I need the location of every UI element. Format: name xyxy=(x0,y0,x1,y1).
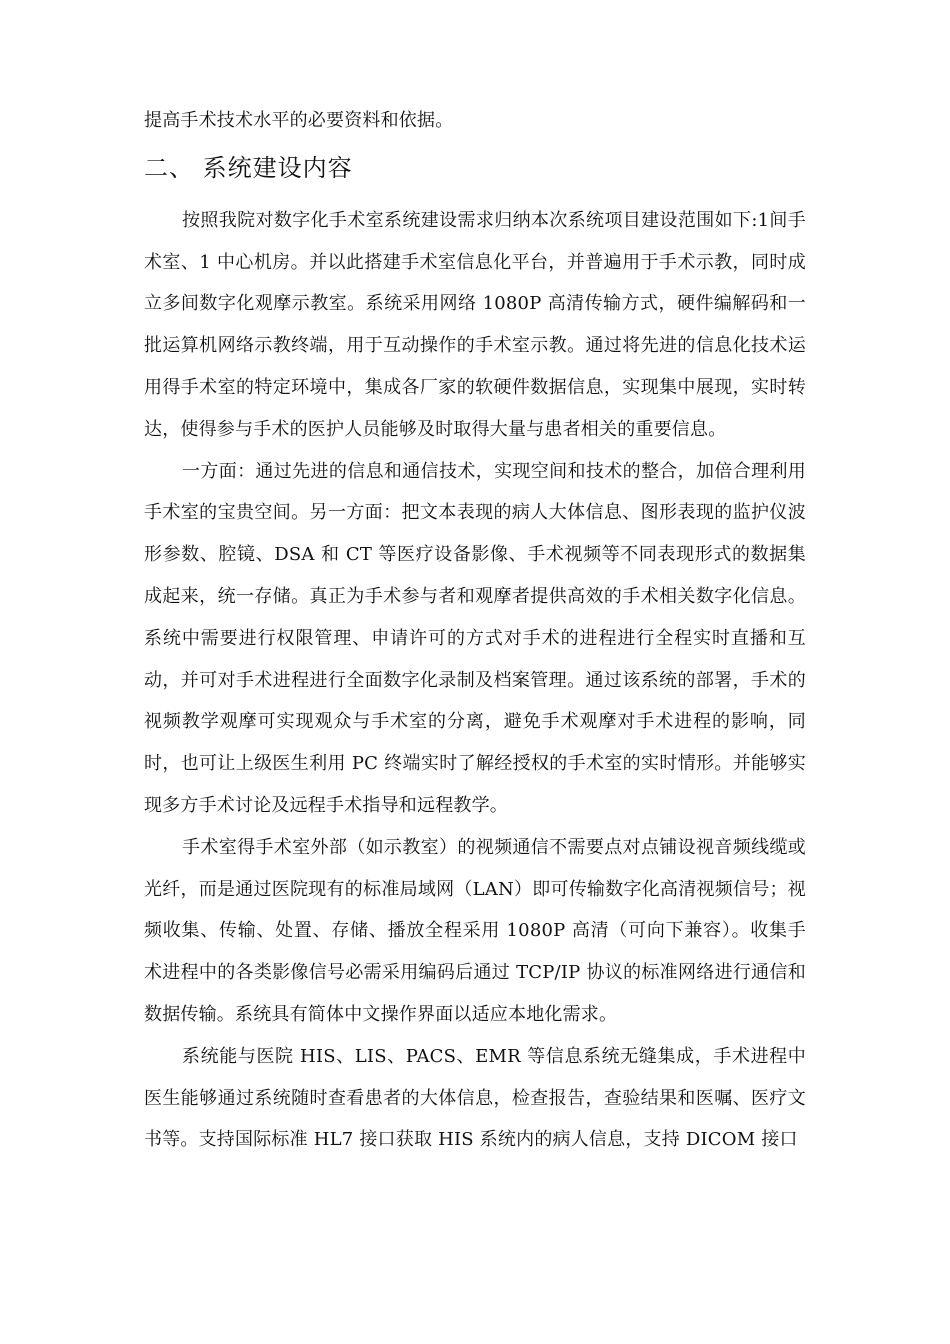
document-body xyxy=(144,100,806,1161)
section-heading: 二、 系统建设内容 xyxy=(144,153,353,182)
paragraph-network: 手术室得手术室外部（如示教室）的视频通信不需要点对点铺设视音频线缆或光纤，而是通过医院现有的标准局域网（LAN）即可传输数字化高清视频信号；视频收集、传输、处置、存储、播放全程采用 1080P 高清（可向下兼容）。收集手术进程中的各类影像信号必需采用编码后通过 TCP/IP 协议的标准网络进行通信和数据传输。系统具有简体中文操作界面以适应本地化需求。 xyxy=(144,836,806,1025)
paragraph-scope: 按照我院对数字化手术室系统建设需求归纳本次系统项目建设范围如下:1间手术室、1 中心机房。并以此搭建手术室信息化平台，并普遍用于手术示教，同时成立多间数字化观摩示教室。系统采用网络 1080P 高清传输方式，硬件编解码和一批运算机网络示教终端，用于互动操作的手术室示教。通过将先进的信息化技术运用得手术室的特定环境中，集成各厂家的软硬件数据信息，实现集中展现，实时转达，使得参与手术的医护人员能够及时取得大量与患者相关的重要信息。 xyxy=(144,209,806,440)
paragraph-his-integration: 系统能与医院 HIS、LIS、PACS、EMR 等信息系统无缝集成，手术进程中医生能够通过系统随时查看患者的大体信息，检查报告，查验结果和医嘱、医疗文书等。支持国际标准 HL7 接口获取 HIS 系统内的病人信息，支持 DICOM 接口 xyxy=(144,1045,806,1151)
continuation-text: 提高手术技术水平的必要资料和依据。 xyxy=(144,110,454,131)
paragraph-integration: 一方面：通过先进的信息和通信技术，实现空间和技术的整合，加倍合理利用手术室的宝贵空间。另一方面：把文本表现的病人大体信息、图形表现的监护仪波形参数、腔镜、DSA 和 CT 等医疗设备影像、手术视频等不同表现形式的数据集成起来，统一存储。真正为手术参与者和观摩者提供高效的手术相关数字化信息。系统中需要进行权限管理、申请许可的方式对手术的进程进行全程实时直播和互动，并可对手术进程进行全面数字化录制及档案管理。通过该系统的部署，手术的视频教学观摩可实现观众与手术室的分离，避免手术观摩对手术进程的影响，同时，也可让上级医生利用 PC 终端实时了解经授权的手术室的实时情形。并能够实现多方手术讨论及远程手术指导和远程教学。 xyxy=(144,460,806,816)
